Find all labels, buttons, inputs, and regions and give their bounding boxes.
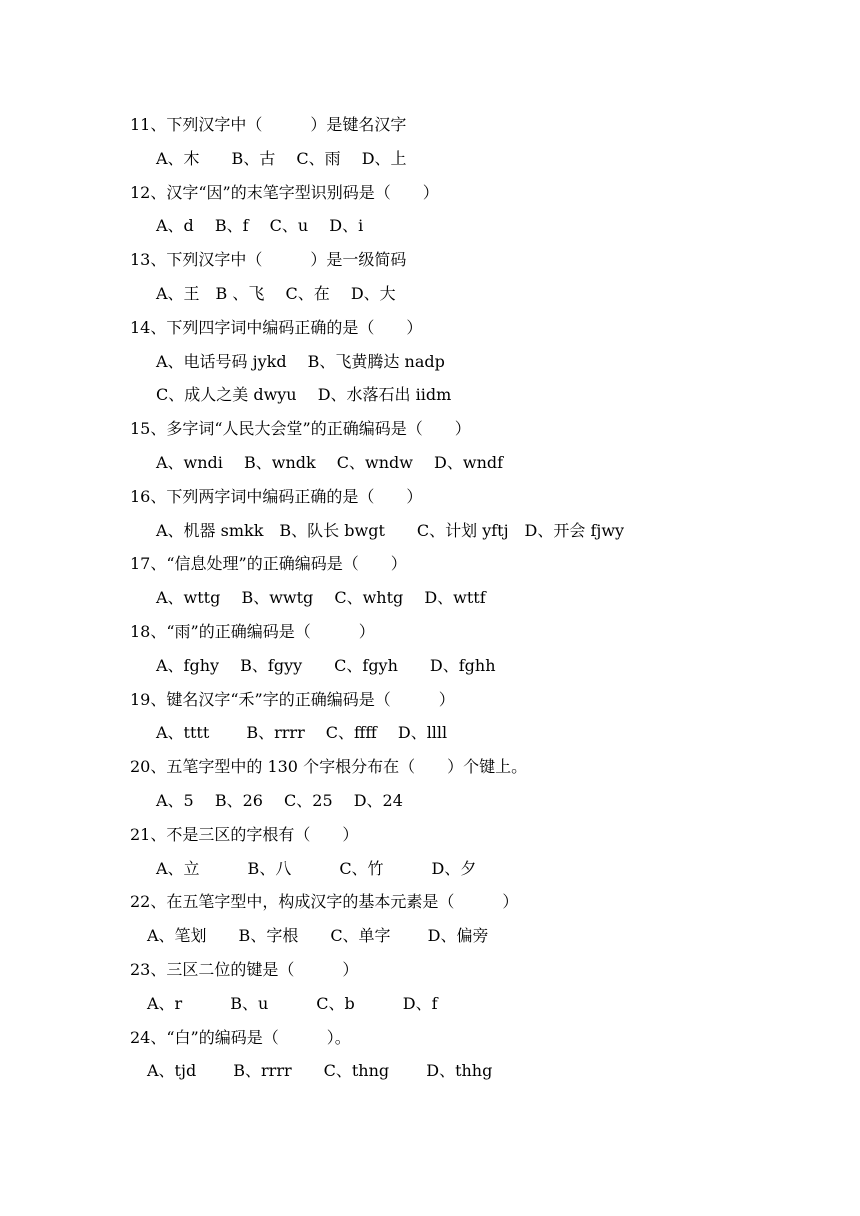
question-stem: 16、下列两字词中编码正确的是（ ） [130, 486, 423, 506]
answer-options: A、d B、f C、u D、i [156, 216, 364, 236]
answer-options: A、木 B、古 C、雨 D、上 [156, 148, 407, 168]
question-19 [130, 683, 790, 751]
question-14 [130, 311, 790, 412]
question-13 [130, 243, 790, 311]
answer-options: A、fghy B、fgyy C、fgyh D、fghh [156, 655, 496, 675]
answer-options: A、wndi B、wndk C、wndw D、wndf [156, 452, 504, 472]
question-stem: 13、下列汉字中（ ）是一级简码 [130, 250, 407, 270]
answer-options: A、立 B、八 C、竹 D、夕 [156, 858, 477, 878]
answer-options: A、笔划 B、字根 C、单字 D、偏旁 [147, 926, 489, 946]
question-stem: 24、“白”的编码是（ ）。 [130, 1027, 351, 1047]
answer-options: A、wttg B、wwtg C、whtg D、wttf [156, 588, 486, 608]
question-22 [130, 885, 790, 953]
answer-options: A、5 B、26 C、25 D、24 [156, 790, 403, 810]
question-stem: 18、“雨”的正确编码是（ ） [130, 621, 375, 641]
question-23 [130, 953, 790, 1021]
question-16 [130, 480, 790, 548]
question-17 [130, 547, 790, 615]
question-20 [130, 750, 790, 818]
question-stem: 17、“信息处理”的正确编码是（ ） [130, 554, 407, 574]
question-stem: 21、不是三区的字根有（ ） [130, 824, 359, 844]
question-24 [130, 1021, 790, 1089]
question-stem: 15、多字词“人民大会堂”的正确编码是（ ） [130, 419, 471, 439]
question-12 [130, 176, 790, 244]
question-stem: 23、三区二位的键是（ ） [130, 959, 359, 979]
answer-options: A、tttt B、rrrr C、ffff D、llll [156, 723, 448, 743]
answer-options: A、机器 smkk B、队长 bwgt C、计划 yftj D、开会 fjwy [156, 520, 625, 540]
answer-options: A、tjd B、rrrr C、thng D、thhg [147, 1061, 493, 1081]
question-11 [130, 108, 790, 176]
question-list [130, 108, 790, 1088]
question-stem: 22、在五笔字型中，构成汉字的基本元素是（ ） [130, 892, 519, 912]
question-18 [130, 615, 790, 683]
question-stem: 20、五笔字型中的 130 个字根分布在（ ）个键上。 [130, 757, 528, 777]
answer-options: A、r B、u C、b D、f [147, 993, 438, 1013]
question-stem: 12、汉字“因”的末笔字型识别码是（ ） [130, 182, 439, 202]
answer-options: C、成人之美 dwyu D、水落石出 iidm [156, 385, 452, 405]
question-15 [130, 412, 790, 480]
question-stem: 19、键名汉字“禾”字的正确编码是（ ） [130, 689, 455, 709]
question-21 [130, 818, 790, 886]
question-stem: 11、下列汉字中（ ）是键名汉字 [130, 115, 407, 134]
answer-options: A、王 B 、飞 C、在 D、大 [156, 283, 396, 303]
question-stem: 14、下列四字词中编码正确的是（ ） [130, 317, 423, 337]
answer-options: A、电话号码 jykd B、飞黄腾达 nadp [156, 351, 445, 371]
